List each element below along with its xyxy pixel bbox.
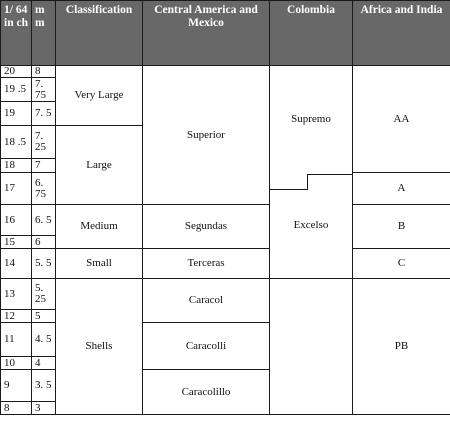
- cell-mm: 8: [32, 66, 56, 78]
- ca-segundas: Segundas: [143, 205, 270, 249]
- cell-mm: 4. 5: [32, 323, 56, 357]
- ai-a: A: [353, 173, 450, 205]
- cell-inch: 19 .5: [1, 78, 32, 102]
- cell-mm: 3. 5: [32, 370, 56, 402]
- cell-mm: 7. 25: [32, 126, 56, 159]
- cell-mm: 6. 5: [32, 205, 56, 236]
- cell-mm: 5: [32, 310, 56, 323]
- cell-mm: 6: [32, 236, 56, 249]
- header-mm: m m: [32, 1, 56, 66]
- ca-caracolillo: Caracolillo: [143, 370, 270, 415]
- cell-inch: 17: [1, 173, 32, 205]
- header-africa-india: Africa and India: [353, 1, 450, 66]
- ai-pb: PB: [353, 279, 450, 415]
- colombia-step-border-upper: [307, 174, 353, 175]
- col-excelso: Excelso: [270, 173, 353, 279]
- cell-inch: 10: [1, 357, 32, 370]
- cell-mm: 5. 25: [32, 279, 56, 310]
- colombia-step-border: [270, 189, 308, 190]
- col-supremo: Supremo: [270, 66, 353, 173]
- table-row: [1, 279, 450, 310]
- cell-mm: 6. 75: [32, 173, 56, 205]
- cell-mm: 7. 75: [32, 78, 56, 102]
- colombia-step-border-vertical: [307, 174, 308, 190]
- cell-inch: 15: [1, 236, 32, 249]
- ca-caracolli: Caracolli: [143, 323, 270, 370]
- class-small: Small: [56, 249, 143, 279]
- ca-terceras: Terceras: [143, 249, 270, 279]
- cell-mm: 3: [32, 402, 56, 415]
- cell-inch: 20: [1, 66, 32, 78]
- ca-superior: Superior: [143, 66, 270, 205]
- cell-mm: 7. 5: [32, 102, 56, 126]
- class-medium: Medium: [56, 205, 143, 249]
- col-shells-empty: [270, 279, 353, 415]
- header-row: [1, 1, 450, 66]
- header-classification: Classification: [56, 1, 143, 66]
- cell-inch: 8: [1, 402, 32, 415]
- cell-inch: 12: [1, 310, 32, 323]
- ca-caracol: Caracol: [143, 279, 270, 323]
- ai-c: C: [353, 249, 450, 279]
- cell-inch: 14: [1, 249, 32, 279]
- cell-inch: 9: [1, 370, 32, 402]
- cell-inch: 19: [1, 102, 32, 126]
- table-row: [1, 249, 450, 279]
- header-colombia: Colombia: [270, 1, 353, 66]
- cell-inch: 13: [1, 279, 32, 310]
- header-central-america: Central America and Mexico: [143, 1, 270, 66]
- cell-inch: 18: [1, 159, 32, 173]
- ai-b: B: [353, 205, 450, 249]
- cell-inch: 16: [1, 205, 32, 236]
- table-row: [1, 66, 450, 78]
- class-large: Large: [56, 126, 143, 205]
- cell-mm: 4: [32, 357, 56, 370]
- cell-mm: 7: [32, 159, 56, 173]
- cell-inch: 18 .5: [1, 126, 32, 159]
- header-inch: 1/ 64 in ch: [1, 1, 32, 66]
- class-very-large: Very Large: [56, 66, 143, 126]
- cell-inch: 11: [1, 323, 32, 357]
- ai-aa: AA: [353, 66, 450, 173]
- table-row: [1, 205, 450, 236]
- cell-mm: 5. 5: [32, 249, 56, 279]
- class-shells: Shells: [56, 279, 143, 415]
